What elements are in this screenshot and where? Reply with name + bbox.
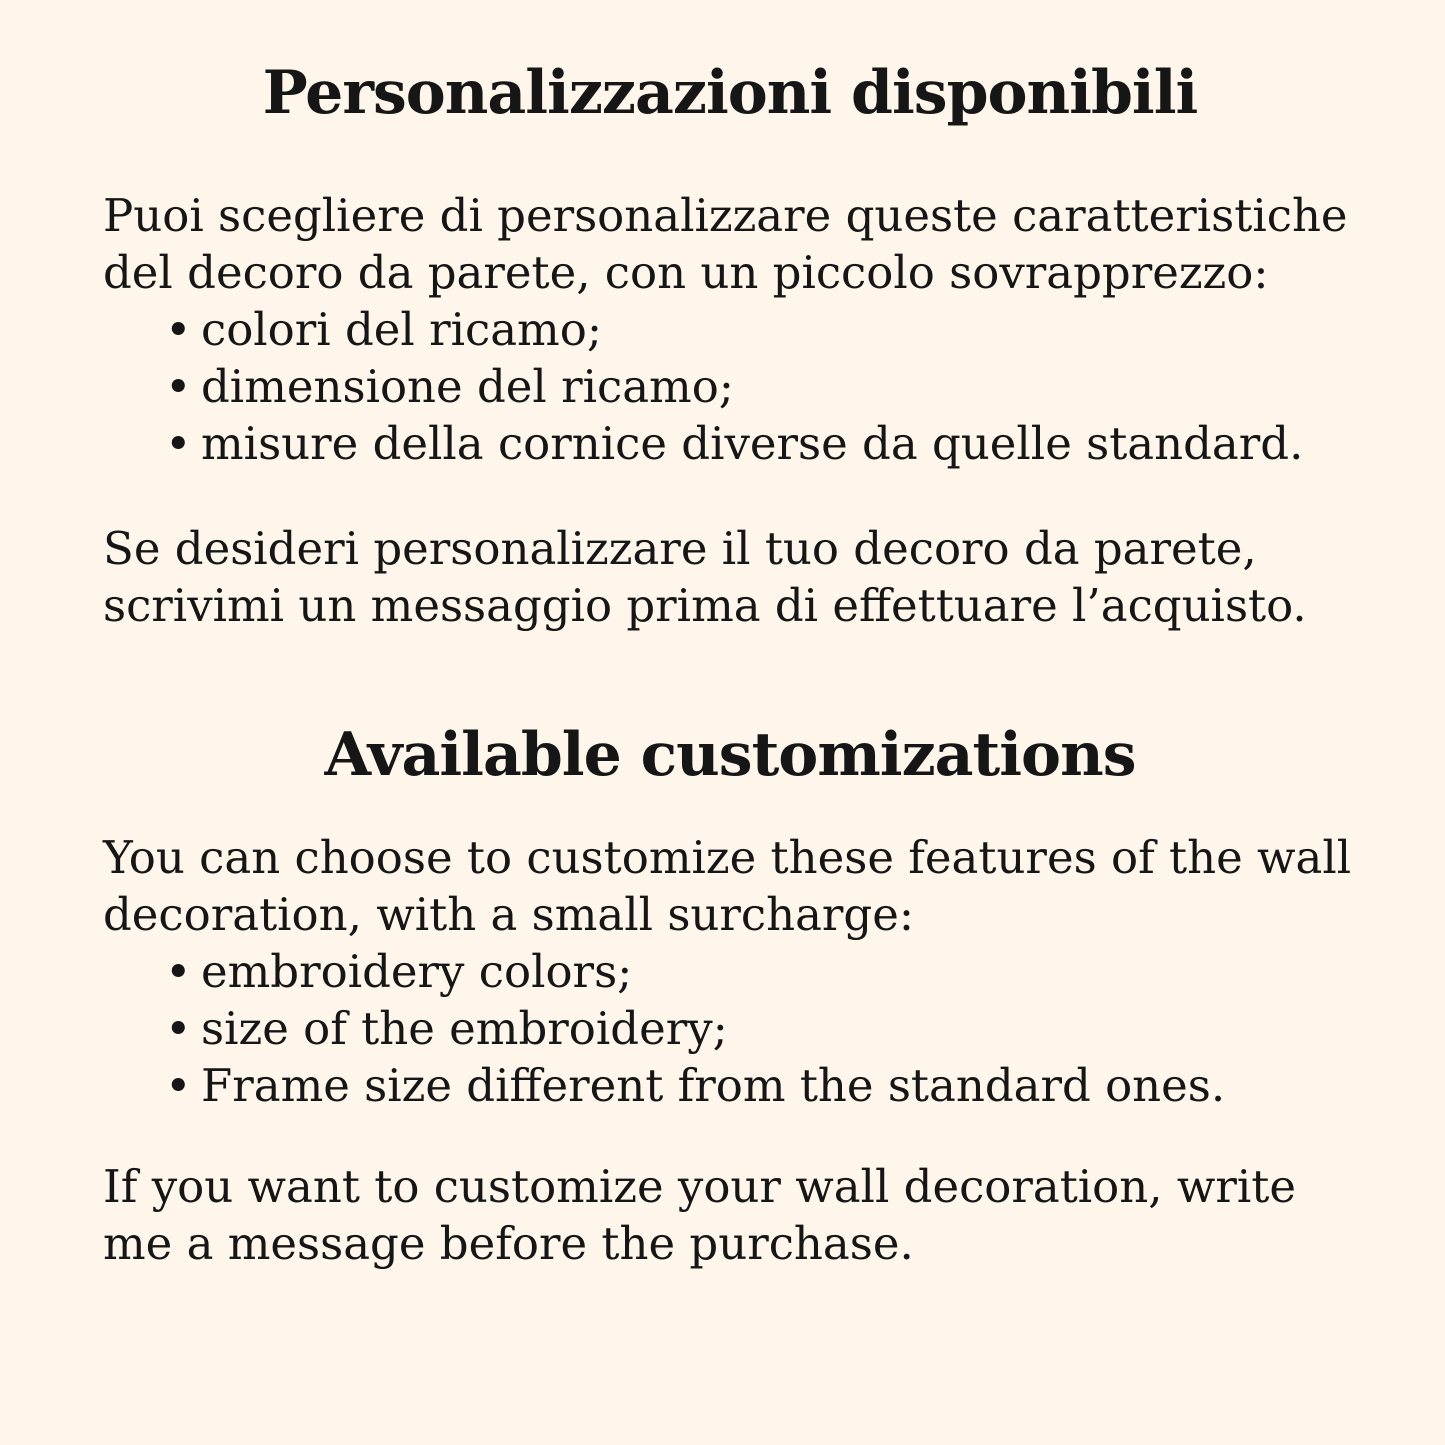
bullet-text: size of the embroidery;	[201, 1002, 728, 1055]
italian-section-title: Personalizzazioni disponibili	[262, 58, 1198, 128]
bullet-text: dimensione del ricamo;	[201, 360, 734, 413]
list-item	[165, 1057, 1357, 1114]
bullet-text: colori del ricamo;	[201, 303, 602, 356]
list-item	[165, 358, 1357, 415]
english-section	[103, 718, 1357, 1272]
english-intro-paragraph: You can choose to customize these features of the wall decoration, with a small surcharge:	[103, 831, 1352, 941]
italian-section	[103, 56, 1357, 634]
italian-bullet-list	[103, 301, 1357, 472]
list-item	[165, 1000, 1357, 1057]
list-item	[165, 301, 1357, 358]
english-outro-paragraph: If you want to customize your wall decoration, write me a message before the purchase.	[103, 1160, 1297, 1270]
italian-outro-paragraph: Se desideri personalizzare il tuo decoro da parete, scrivimi un messaggio prima di effettuare l’acquisto.	[103, 522, 1307, 632]
bullet-text: misure della cornice diverse da quelle standard.	[201, 417, 1304, 470]
list-item	[165, 415, 1357, 472]
bullet-text: embroidery colors;	[201, 945, 633, 998]
list-item	[165, 943, 1357, 1000]
english-section-title: Available customizations	[324, 720, 1136, 790]
english-bullet-list	[103, 943, 1357, 1114]
italian-intro-paragraph: Puoi scegliere di personalizzare queste caratteristiche del decoro da parete, con un piccolo sovrapprezzo:	[103, 189, 1348, 299]
bullet-text: Frame size different from the standard ones.	[201, 1059, 1226, 1112]
